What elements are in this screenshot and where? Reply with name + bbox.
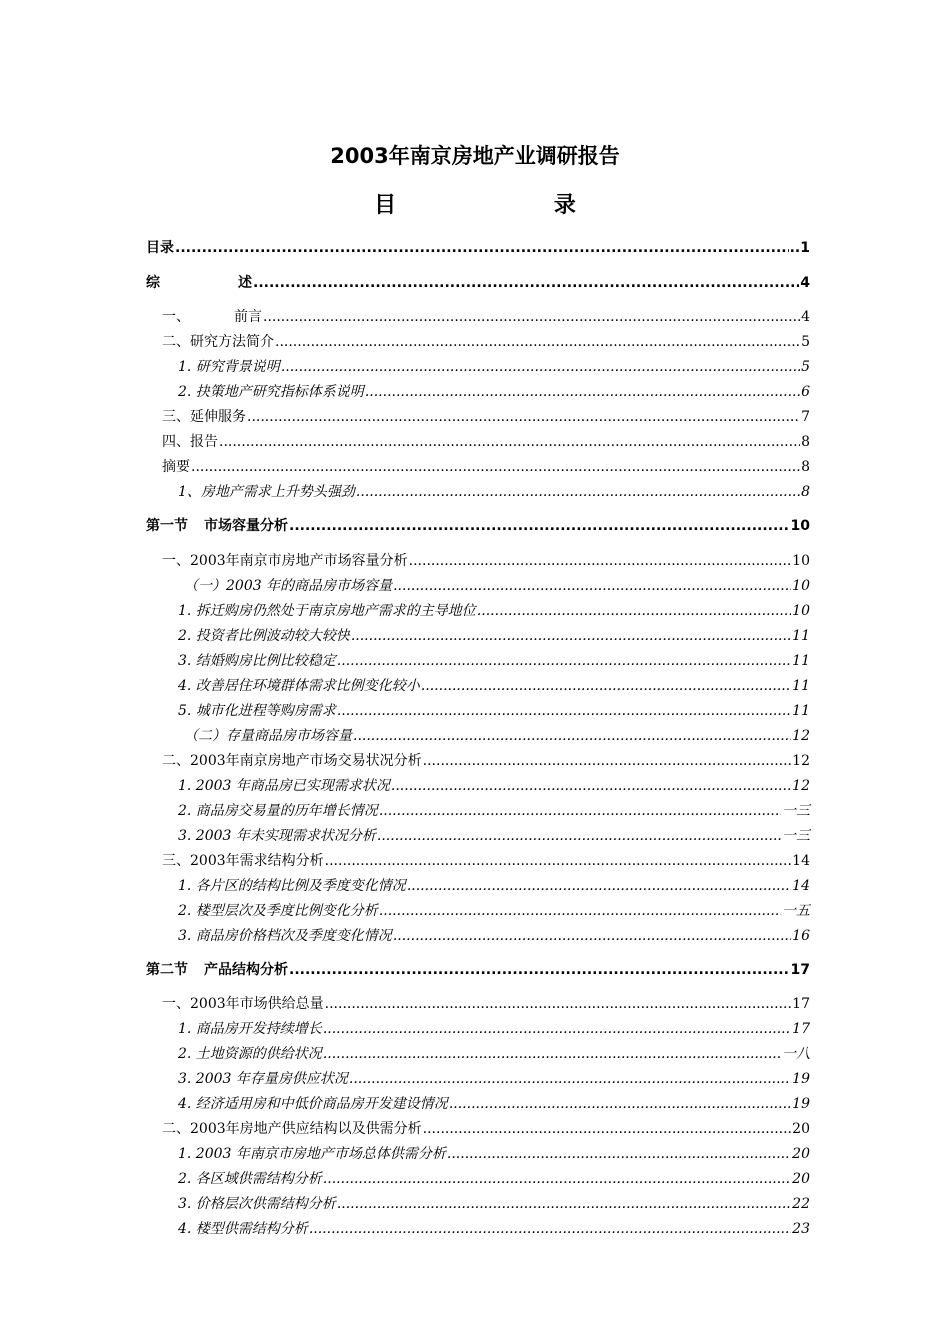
leader-dots bbox=[447, 1146, 791, 1162]
toc-entry-page: 22 bbox=[792, 1196, 810, 1212]
leader-dots bbox=[423, 753, 792, 769]
leader-dots bbox=[337, 703, 791, 719]
leader-dots bbox=[219, 434, 800, 450]
leader-dots bbox=[325, 996, 792, 1012]
toc-entry[interactable] bbox=[146, 650, 810, 674]
leader-dots bbox=[356, 484, 800, 500]
toc-entry-page: 8 bbox=[801, 459, 810, 475]
leader-dots bbox=[325, 853, 792, 869]
toc-entry-label: 3. 2003 年未实现需求状况分析 bbox=[178, 828, 376, 844]
toc-entry[interactable] bbox=[146, 775, 810, 799]
leader-dots bbox=[377, 828, 781, 844]
toc-entry-page: 14 bbox=[792, 853, 810, 869]
toc-entry-page: 6 bbox=[801, 384, 810, 400]
toc-entry-label: 4. 楼型供需结构分析 bbox=[178, 1221, 308, 1237]
toc-entry-label: 1. 2003 年南京市房地产市场总体供需分析 bbox=[178, 1146, 446, 1162]
toc-entry-label: 2. 商品房交易量的历年增长情况 bbox=[178, 803, 378, 819]
toc-entry[interactable] bbox=[146, 515, 810, 539]
toc-entry-page: 11 bbox=[792, 678, 810, 694]
leader-dots bbox=[353, 728, 791, 744]
toc-entry[interactable] bbox=[146, 1018, 810, 1042]
toc-entry[interactable] bbox=[146, 1093, 810, 1117]
toc-entry[interactable] bbox=[146, 850, 810, 874]
toc-entry-label: 1、房地产需求上升势头强劲 bbox=[178, 484, 355, 500]
toc-entry[interactable] bbox=[146, 925, 810, 949]
toc-entry-label: 3. 2003 年存量房供应状况 bbox=[178, 1071, 348, 1087]
toc-entry-page: 4 bbox=[801, 309, 810, 325]
leader-dots bbox=[477, 603, 791, 619]
toc-entry-label: 一、2003年南京市房地产市场容量分析 bbox=[162, 553, 408, 569]
toc-entry[interactable] bbox=[146, 237, 810, 261]
toc-entry-label: 二、2003年南京房地产市场交易状况分析 bbox=[162, 753, 422, 769]
toc-entry-label: 三、延伸服务 bbox=[162, 409, 246, 425]
leader-dots bbox=[191, 459, 800, 475]
toc-entry[interactable] bbox=[146, 600, 810, 624]
leader-dots bbox=[379, 803, 781, 819]
toc-entry-label: 四、报告 bbox=[162, 434, 218, 450]
toc-entry-page: 20 bbox=[792, 1121, 810, 1137]
toc-entry-page: 14 bbox=[792, 878, 810, 894]
toc-entry[interactable] bbox=[146, 1193, 810, 1217]
toc-entry-page: 17 bbox=[792, 1021, 810, 1037]
toc-entry[interactable] bbox=[146, 900, 810, 924]
toc-entry[interactable] bbox=[146, 625, 810, 649]
leader-dots bbox=[263, 309, 800, 325]
leader-dots bbox=[423, 1121, 792, 1137]
toc-entry[interactable] bbox=[146, 993, 810, 1017]
toc-entry-label: 综 bbox=[146, 275, 160, 291]
toc-entry-page: 一五 bbox=[782, 903, 810, 919]
toc-entry-page: 12 bbox=[792, 778, 810, 794]
toc-entry[interactable] bbox=[146, 406, 810, 430]
toc-heading: 目 录 bbox=[374, 193, 576, 218]
toc-entry-label: 3. 结婚购房比例比较稳定 bbox=[178, 653, 336, 669]
toc-entry-label: 3. 商品房价格档次及季度变化情况 bbox=[178, 928, 392, 944]
toc-entry-page: 4 bbox=[800, 275, 810, 291]
leader-dots bbox=[365, 384, 800, 400]
toc-entry-label: （二）存量商品房市场容量 bbox=[184, 728, 352, 744]
leader-dots bbox=[323, 1171, 791, 1187]
leader-dots bbox=[289, 962, 790, 978]
leader-dots bbox=[323, 1046, 781, 1062]
toc-entry-page: ..1 bbox=[789, 240, 810, 256]
toc-entry-page: 10 bbox=[792, 578, 810, 594]
toc-entry-label: 二、研究方法简介 bbox=[162, 334, 274, 350]
leader-dots bbox=[247, 409, 800, 425]
toc-entry-page: 10 bbox=[792, 553, 810, 569]
toc-entry-label: 3. 价格层次供需结构分析 bbox=[178, 1196, 336, 1212]
leader-dots bbox=[391, 778, 791, 794]
toc-entry-label: 述 bbox=[238, 275, 252, 291]
toc-entry-label: 前言 bbox=[234, 309, 262, 325]
toc-entry-page: 19 bbox=[792, 1096, 810, 1112]
toc-entry-page: 16 bbox=[792, 928, 810, 944]
toc-entry-label: 2. 抉策地产研究指标体系说明 bbox=[178, 384, 364, 400]
toc-entry[interactable] bbox=[146, 381, 810, 405]
toc-entry-label: 市场容量分析 bbox=[204, 518, 288, 534]
toc-entry[interactable] bbox=[146, 959, 810, 983]
leader-dots bbox=[337, 653, 791, 669]
toc-entry[interactable] bbox=[146, 331, 810, 355]
toc-entry-label: 4. 改善居住环境群体需求比例变化较小 bbox=[178, 678, 420, 694]
leader-dots bbox=[407, 878, 791, 894]
toc-entry[interactable] bbox=[146, 1043, 810, 1067]
leader-dots bbox=[309, 1221, 791, 1237]
toc-entry[interactable] bbox=[146, 1218, 810, 1242]
toc-entry-page: 一八 bbox=[782, 1046, 810, 1062]
toc-entry[interactable] bbox=[146, 272, 810, 296]
toc-entry-label: 2. 投资者比例波动较大较快 bbox=[178, 628, 350, 644]
toc-entry[interactable] bbox=[146, 575, 810, 599]
toc-entry[interactable] bbox=[146, 675, 810, 699]
toc-entry-label: 目录 bbox=[146, 240, 174, 256]
toc-entry-label: 4. 经济适用房和中低价商品房开发建设情况 bbox=[178, 1096, 448, 1112]
leader-dots bbox=[393, 578, 791, 594]
toc-entry[interactable] bbox=[146, 306, 810, 330]
toc-entry-label: 三、2003年需求结构分析 bbox=[162, 853, 324, 869]
toc-entry-page: 20 bbox=[792, 1171, 810, 1187]
toc-entry[interactable] bbox=[146, 1168, 810, 1192]
toc-entry-page: 20 bbox=[792, 1146, 810, 1162]
leader-dots bbox=[323, 1021, 791, 1037]
toc-entry-page: 一三 bbox=[782, 828, 810, 844]
toc-entry-label: 产品结构分析 bbox=[204, 962, 288, 978]
toc-entry-page: 一三 bbox=[782, 803, 810, 819]
leader-dots bbox=[337, 1196, 791, 1212]
toc-entry-label: 一、 bbox=[162, 309, 190, 325]
leader-dots bbox=[449, 1096, 791, 1112]
toc-entry[interactable] bbox=[146, 550, 810, 574]
toc-entry[interactable] bbox=[146, 456, 810, 480]
toc-entry-page: 11 bbox=[792, 628, 810, 644]
toc-entry[interactable] bbox=[146, 700, 810, 724]
toc-entry-page: 5 bbox=[801, 359, 810, 375]
toc-entry-page: 10 bbox=[792, 603, 810, 619]
toc-entry-label: 1. 2003 年商品房已实现需求状况 bbox=[178, 778, 390, 794]
toc-entry-page: 11 bbox=[792, 653, 810, 669]
leader-dots bbox=[351, 628, 791, 644]
toc-entry-page: 8 bbox=[801, 484, 810, 500]
toc-entry-label: 5. 城市化进程等购房需求 bbox=[178, 703, 336, 719]
toc-entry[interactable] bbox=[146, 1118, 810, 1142]
document-title: 2003年南京房地产业调研报告 bbox=[330, 144, 620, 168]
toc-entry-label: 第二节 bbox=[146, 962, 188, 978]
leader-dots bbox=[253, 275, 799, 291]
toc-entry-page: 10 bbox=[790, 518, 810, 534]
toc-entry-page: 12 bbox=[792, 728, 810, 744]
toc-entry[interactable] bbox=[146, 356, 810, 380]
leader-dots bbox=[393, 928, 791, 944]
leader-dots bbox=[349, 1071, 791, 1087]
toc-entry-page: 17 bbox=[790, 962, 810, 978]
toc-entry[interactable] bbox=[146, 481, 810, 505]
toc-entry[interactable] bbox=[146, 875, 810, 899]
leader-dots bbox=[289, 518, 790, 534]
toc-entry-label: 一、2003年市场供给总量 bbox=[162, 996, 324, 1012]
toc-entry-page: 12 bbox=[792, 753, 810, 769]
toc-entry-page: 5 bbox=[801, 334, 810, 350]
toc-entry-page: 19 bbox=[792, 1071, 810, 1087]
toc-entry-label: 1. 研究背景说明 bbox=[178, 359, 280, 375]
toc-entry-label: 1. 商品房开发持续增长 bbox=[178, 1021, 322, 1037]
toc-entry-page: 7 bbox=[801, 409, 810, 425]
toc-entry[interactable] bbox=[146, 825, 810, 849]
leader-dots bbox=[379, 903, 781, 919]
toc-entry-page: 17 bbox=[792, 996, 810, 1012]
toc-entry[interactable] bbox=[146, 431, 810, 455]
toc-entry-label: 第一节 bbox=[146, 518, 188, 534]
toc-entry-label: 2. 土地资源的供给状况 bbox=[178, 1046, 322, 1062]
leader-dots bbox=[409, 553, 792, 569]
toc-entry[interactable] bbox=[146, 1068, 810, 1092]
leader-dots bbox=[175, 240, 789, 256]
leader-dots bbox=[275, 334, 800, 350]
toc-entry-label: 1. 拆迁购房仍然处于南京房地产需求的主导地位 bbox=[178, 603, 476, 619]
toc-entry-label: 2. 楼型层次及季度比例变化分析 bbox=[178, 903, 378, 919]
toc-entry[interactable] bbox=[146, 750, 810, 774]
leader-dots bbox=[281, 359, 800, 375]
leader-dots bbox=[421, 678, 791, 694]
toc-entry-label: 二、2003年房地产供应结构以及供需分析 bbox=[162, 1121, 422, 1137]
toc-entry-page: 8 bbox=[801, 434, 810, 450]
toc-entry-page: 11 bbox=[792, 703, 810, 719]
toc-entry-label: 2. 各区域供需结构分析 bbox=[178, 1171, 322, 1187]
toc-entry-page: 23 bbox=[792, 1221, 810, 1237]
toc-entry[interactable] bbox=[146, 800, 810, 824]
toc-entry[interactable] bbox=[146, 1143, 810, 1167]
toc-entry-label: （一）2003 年的商品房市场容量 bbox=[184, 578, 393, 594]
toc-entry-label: 摘要 bbox=[162, 459, 190, 475]
toc-entry-label: 1. 各片区的结构比例及季度变化情况 bbox=[178, 878, 406, 894]
toc-entry[interactable] bbox=[146, 725, 810, 749]
